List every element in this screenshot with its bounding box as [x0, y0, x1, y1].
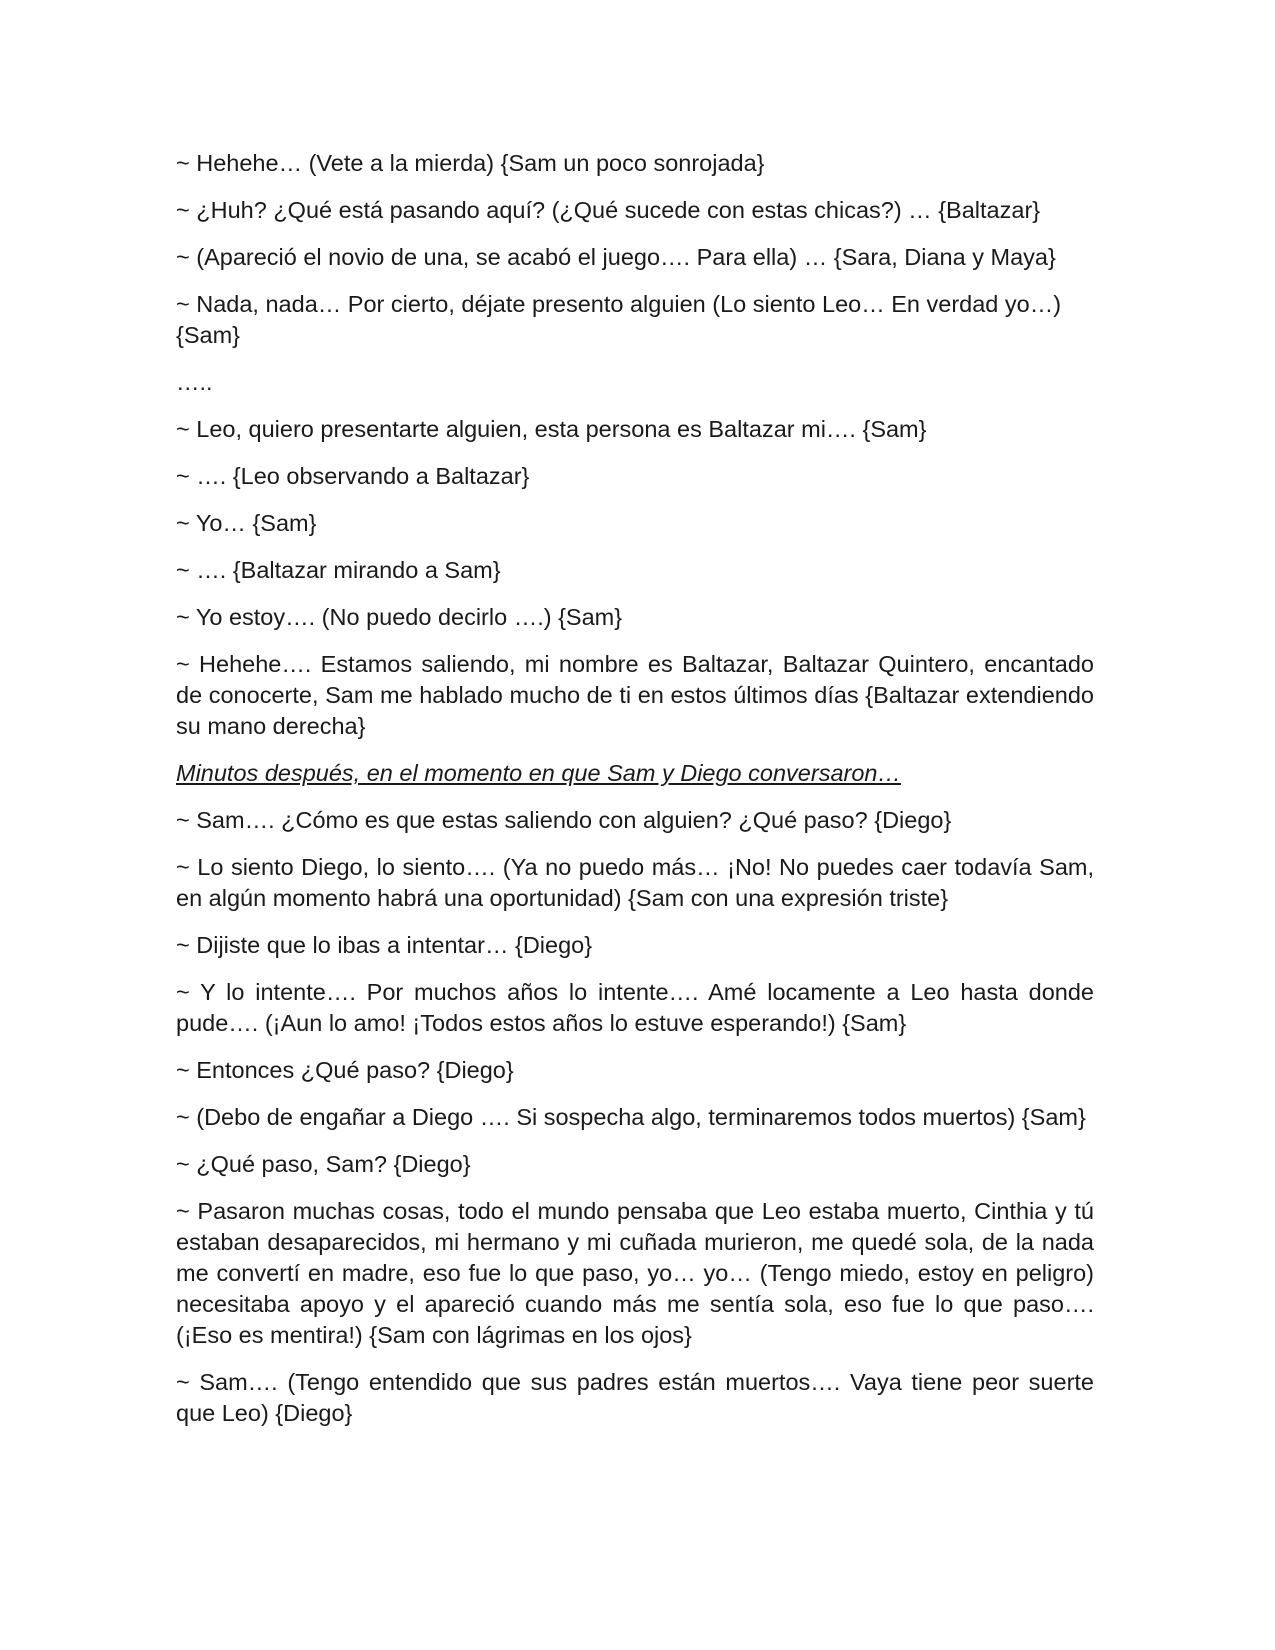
dialogue-line: ~ Nada, nada… Por cierto, déjate presento alguien (Lo siento Leo… En verdad yo…) {Sam} — [176, 291, 1062, 348]
scene-heading: Minutos después, en el momento en que Sam y Diego conversaron… — [176, 760, 901, 786]
dialogue-line: ~ Hehehe… (Vete a la mierda) {Sam un poco sonrojada} — [176, 150, 765, 176]
dialogue-line: ~ Y lo intente…. Por muchos años lo intente…. Amé locamente a Leo hasta donde pude…. (¡Aun lo amo! ¡Todos estos años lo estuve esperando!) {Sam} — [176, 979, 1094, 1036]
dialogue-line: ~ Hehehe…. Estamos saliendo, mi nombre es Baltazar, Baltazar Quintero, encantado de conocerte, Sam me hablado mucho de ti en estos últimos días {Baltazar extendiendo su mano derecha} — [176, 651, 1094, 739]
dialogue-line: ~ Yo… {Sam} — [176, 510, 317, 536]
dialogue-line: ~ ¿Huh? ¿Qué está pasando aquí? (¿Qué sucede con estas chicas?) … {Baltazar} — [176, 197, 1041, 223]
dialogue-line: ~ Pasaron muchas cosas, todo el mundo pensaba que Leo estaba muerto, Cinthia y tú estaban desaparecidos, mi hermano y mi cuñada murieron, me quedé sola, de la nada me convertí en madre, eso fue lo que paso, yo… yo… (Tengo miedo, estoy en peligro) necesitaba apoyo y el apareció cuando más me sentía sola, eso fue lo que paso…. (¡Eso es mentira!) {Sam con lágrimas en los ojos} — [176, 1198, 1094, 1348]
dialogue-line: ~ Sam…. ¿Cómo es que estas saliendo con alguien? ¿Qué paso? {Diego} — [176, 807, 952, 833]
ellipsis-line: ….. — [176, 369, 213, 395]
dialogue-line: ~ Sam…. (Tengo entendido que sus padres están muertos…. Vaya tiene peor suerte que Leo) {Diego} — [176, 1369, 1094, 1426]
dialogue-line: ~ Yo estoy…. (No puedo decirlo ….) {Sam} — [176, 604, 623, 630]
document-page — [176, 148, 1094, 1445]
dialogue-line: ~ Entonces ¿Qué paso? {Diego} — [176, 1057, 514, 1083]
dialogue-line: ~ Dijiste que lo ibas a intentar… {Diego} — [176, 932, 593, 958]
dialogue-line: ~ Lo siento Diego, lo siento…. (Ya no puedo más… ¡No! No puedes caer todavía Sam, en algún momento habrá una oportunidad) {Sam con una expresión triste} — [176, 854, 1094, 911]
dialogue-line: ~ Leo, quiero presentarte alguien, esta persona es Baltazar mi…. {Sam} — [176, 416, 927, 442]
dialogue-line: ~ ¿Qué paso, Sam? {Diego} — [176, 1151, 471, 1177]
dialogue-line: ~ …. {Baltazar mirando a Sam} — [176, 557, 501, 583]
dialogue-line: ~ (Debo de engañar a Diego …. Si sospecha algo, terminaremos todos muertos) {Sam} — [176, 1104, 1086, 1130]
dialogue-line: ~ (Apareció el novio de una, se acabó el juego…. Para ella) … {Sara, Diana y Maya} — [176, 244, 1056, 270]
dialogue-line: ~ …. {Leo observando a Baltazar} — [176, 463, 530, 489]
